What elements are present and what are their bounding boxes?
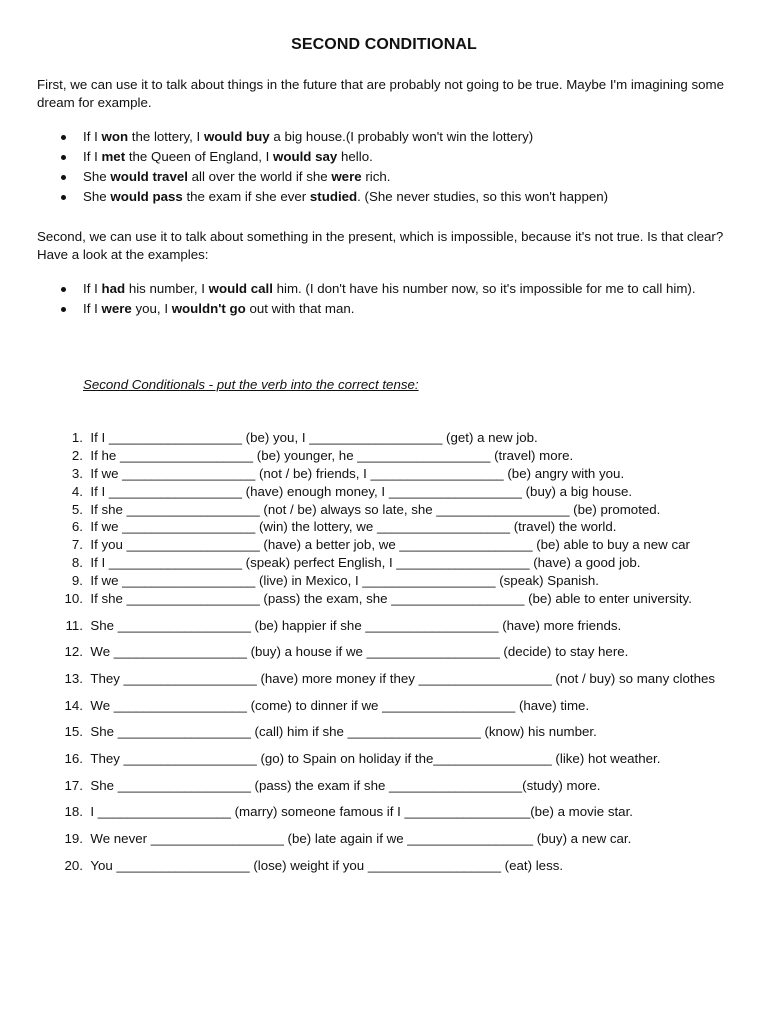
example-bold-text: were	[331, 169, 362, 184]
intro-paragraph-1: First, we can use it to talk about things in the future that are probably not going to be true. Maybe I'm imagining some dream for example.	[37, 77, 724, 110]
example-text: the exam if she ever	[182, 189, 310, 204]
exercise-item	[37, 447, 573, 465]
exercise-number: 19.	[64, 830, 83, 846]
example-text: . (She never studies, so this won't happen)	[357, 189, 609, 204]
exercise-item	[37, 536, 690, 554]
example-bold-text: met	[101, 149, 126, 164]
exercise-number: 1.	[71, 430, 83, 445]
example-item	[37, 187, 737, 207]
example-text: the Queen of England, I	[125, 149, 273, 164]
exercise-item	[37, 617, 621, 635]
exercise-number: 3.	[71, 466, 83, 481]
example-item	[37, 279, 737, 299]
exercise-sentence: If she __________________ (not / be) always so late, she __________________ (be) promoted.	[83, 501, 661, 517]
exercise-number: 12.	[64, 644, 83, 659]
exercise-sentence: If we __________________ (not / be) friends, I __________________ (be) angry with you.	[83, 466, 625, 481]
exercise-item	[37, 554, 640, 572]
exercise-sentence: If I __________________ (speak) perfect English, I __________________ (have) a good job.	[83, 555, 641, 570]
exercise-number: 8.	[71, 555, 83, 570]
exercise-sentence: They __________________ (go) to Spain on holiday if the________________ (like) hot weather.	[83, 751, 661, 766]
exercise-number: 18.	[64, 804, 83, 819]
exercise-item	[37, 483, 632, 501]
exercise-number: 10.	[64, 590, 83, 606]
example-text: She	[83, 169, 111, 184]
exercise-number: 13.	[64, 671, 83, 686]
exercise-item	[37, 723, 597, 741]
example-bold-text: would say	[273, 149, 338, 164]
exercise-item	[37, 518, 616, 536]
exercise-sentence: We never __________________ (be) late again if we _________________ (buy) a new car.	[83, 830, 632, 846]
example-text: She	[83, 189, 111, 204]
exercise-item	[37, 429, 538, 447]
example-bold-text: would buy	[203, 129, 270, 144]
exercise-sentence: We __________________ (buy) a house if we __________________ (decide) to stay here.	[83, 644, 629, 659]
exercise-number: 20.	[64, 857, 83, 873]
example-bold-text: studied	[309, 189, 358, 204]
example-item	[37, 167, 737, 187]
exercise-item	[37, 572, 599, 590]
exercise-item	[37, 643, 628, 661]
example-text: his number, I	[125, 281, 209, 296]
exercise-item	[37, 830, 631, 848]
example-bold-text: were	[101, 301, 132, 316]
examples-list-future	[37, 127, 737, 207]
exercise-sentence: If you __________________ (have) a better job, we __________________ (be) able to buy a new car	[83, 537, 690, 552]
example-text: a big house.(I probably won't win the lottery)	[269, 129, 534, 144]
exercise-sentence: If she __________________ (pass) the exam, she __________________ (be) able to enter university.	[83, 590, 692, 606]
example-text: hello.	[337, 149, 373, 164]
examples-list-present	[37, 279, 737, 319]
example-item	[37, 147, 737, 167]
example-text: rich.	[361, 169, 391, 184]
example-bold-text: had	[101, 281, 126, 296]
exercise-item	[37, 670, 715, 688]
exercise-number: 15.	[64, 724, 83, 739]
exercise-number: 17.	[64, 777, 83, 793]
exercise-number: 5.	[71, 501, 83, 517]
exercise-number: 14.	[64, 697, 83, 713]
example-text: out with that man.	[245, 301, 355, 316]
exercise-number: 11.	[65, 617, 83, 633]
example-text: you, I	[131, 301, 172, 316]
example-text: If I	[83, 129, 102, 144]
page-title: SECOND CONDITIONAL	[291, 36, 477, 53]
exercise-sentence: If we __________________ (win) the lottery, we __________________ (travel) the world.	[83, 519, 617, 534]
example-text: all over the world if she	[187, 169, 332, 184]
exercise-sentence: We __________________ (come) to dinner if we __________________ (have) time.	[83, 697, 590, 713]
exercise-item	[37, 803, 633, 821]
exercise-item	[37, 750, 660, 768]
exercise-item	[37, 857, 563, 875]
exercise-sentence: If I __________________ (be) you, I __________________ (get) a new job.	[83, 430, 538, 445]
example-text: the lottery, I	[128, 129, 204, 144]
example-bold-text: would travel	[110, 169, 188, 184]
exercise-number: 4.	[71, 484, 83, 499]
example-item	[37, 299, 737, 319]
exercise-number: 2.	[71, 448, 83, 463]
exercise-number: 9.	[71, 572, 83, 588]
exercise-number: 7.	[71, 537, 83, 552]
example-bold-text: would pass	[110, 189, 183, 204]
exercise-sentence: If we __________________ (live) in Mexico, I __________________ (speak) Spanish.	[83, 572, 599, 588]
example-text: If I	[83, 281, 102, 296]
exercise-sentence: They __________________ (have) more money if they __________________ (not / buy) so many clothes	[83, 671, 716, 686]
exercise-item	[37, 697, 589, 715]
exercise-item	[37, 501, 660, 519]
example-text: If I	[83, 149, 102, 164]
example-bold-text: wouldn't go	[171, 301, 246, 316]
exercise-sentence: She __________________ (be) happier if she __________________ (have) more friends.	[83, 617, 622, 633]
exercise-number: 16.	[64, 751, 83, 766]
exercise-item	[37, 590, 692, 608]
intro-paragraph-2: Second, we can use it to talk about something in the present, which is impossible, because it's not true. Is that clear? Have a look at the examples:	[37, 229, 724, 262]
exercise-item	[37, 465, 624, 483]
example-bold-text: would call	[208, 281, 273, 296]
exercise-sentence: She __________________ (call) him if she __________________ (know) his number.	[83, 724, 597, 739]
exercise-heading: Second Conditionals - put the verb into the correct tense:	[83, 377, 419, 392]
exercise-item	[37, 777, 600, 795]
exercise-number: 6.	[71, 519, 83, 534]
example-text: him. (I don't have his number now, so it's impossible for me to call him).	[272, 281, 696, 296]
exercise-sentence: If he __________________ (be) younger, he __________________ (travel) more.	[83, 448, 574, 463]
exercise-sentence: You __________________ (lose) weight if you __________________ (eat) less.	[83, 857, 564, 873]
exercise-sentence: I __________________ (marry) someone famous if I _________________(be) a movie star.	[83, 804, 633, 819]
example-bold-text: won	[101, 129, 129, 144]
exercise-sentence: She __________________ (pass) the exam if she __________________(study) more.	[83, 777, 601, 793]
exercise-sentence: If I __________________ (have) enough money, I __________________ (buy) a big house.	[83, 484, 633, 499]
example-item	[37, 127, 737, 147]
example-text: If I	[83, 301, 102, 316]
